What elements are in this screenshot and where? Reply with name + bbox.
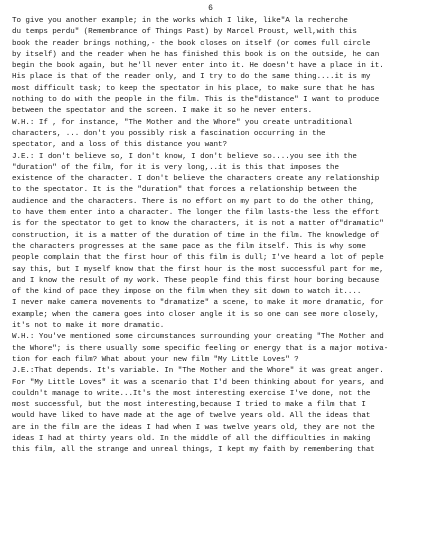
- text-line: du temps perdu" (Remembrance of Things Past) by Marcel Proust, well,with this: [12, 28, 357, 37]
- text-line: construction, it is a matter of the duration of time in the film. The knowledge of: [12, 231, 380, 240]
- text-line: book the reader brings nothing,- the book closes on itself (or comes full circle: [12, 39, 371, 48]
- text-line: most successful, but the most interesting,because I tried to make a film that I: [12, 401, 366, 410]
- text-line: spectator, and a loss of this distance you want?: [12, 141, 227, 150]
- text-line: and I know the result of my work. These people find this first hour boring because: [12, 276, 380, 285]
- text-line: J.E.: I don't believe so, I don't know, I don't believe so....you see ith the: [12, 152, 357, 161]
- text-line: audience and the characters. There is no effort on my part to do the other thing,: [12, 197, 375, 206]
- text-line: say this, but I myself know that the first hour is the most successful part for me,: [12, 265, 384, 274]
- text-line: of the kind of pace they impose on the film when they sit down to watch it....: [12, 288, 362, 297]
- text-line: to the spectator. It is the "duration" that forces a relationship between the: [12, 186, 357, 195]
- text-line: To give you another example; in the works which I like, like"A la recherche: [12, 17, 348, 25]
- text-line: begin the book again, but he'll never enter into it. He doesn't have a place in it.: [12, 62, 384, 71]
- text-line: is for the spectator to get to know the characters, it is not a matter of"dramatic": [12, 220, 384, 229]
- text-line: characters, ... don't you possibly risk a fascination occurring in the: [12, 129, 326, 138]
- text-line: the Whore"; is there usually some specific feeling or energy that is a major motiva-: [12, 344, 389, 353]
- text-line: tion for each film? What about your new film "My Little Loves" ?: [12, 355, 299, 364]
- text-line: couldn't manage to write...It's the most interesting exercise I've done, not the: [12, 389, 371, 398]
- text-line: W.H.: You've mentioned some circumstances surrounding your creating "The Mother and: [12, 333, 384, 342]
- text-line: most difficult task; to keep the spectator in his place, to make sure that he has: [12, 84, 375, 93]
- text-line: between the spectator and the screen. I make it so he never enters.: [12, 107, 313, 116]
- text-line: people complain that the first hour of this film is dull; I've heard a lot of peple: [12, 254, 384, 263]
- text-line: example; when the camera goes into closer angle it is so one can see more closely,: [12, 310, 380, 319]
- text-line: "duration" of the film, for it is very long,..it is this that imposes the: [12, 163, 339, 172]
- text-line: existence of the character. I don't believe the characters create any relationship: [12, 175, 380, 184]
- text-line: by itself) and the reader when he has finished this book is on the outside, he can: [12, 50, 380, 59]
- text-line: For "My Little Loves" it was a scenario that I'd been thinking about for years, and: [12, 378, 384, 387]
- text-line: I never make camera movements to "dramatize" a scene, to make it more dramatic, for: [12, 299, 384, 308]
- text-line: ideas I had at thirty years old. In the middle of all the difficulties in making: [12, 434, 371, 443]
- text-line: are in the film are the ideas I had when I was twelve years old, they are not the: [12, 423, 375, 432]
- text-line: this film, all the strange and unreal things, I kept my faith by remembering that: [12, 446, 375, 455]
- interview-text: [12, 16, 416, 457]
- text-line: nothing to do with the people in the film. This is the"distance" I want to produce: [12, 96, 380, 105]
- text-line: J.E.:That depends. It's variable. In "The Mother and the Whore" it was great anger.: [12, 367, 384, 376]
- text-line: His place is that of the reader only, and I try to do the same thing....it is my: [12, 73, 371, 82]
- page-number: 6: [208, 4, 213, 13]
- text-line: would have liked to have made at the age of twelve years old. All the ideas that: [12, 412, 371, 421]
- text-line: it's not to make it more dramatic.: [12, 322, 165, 331]
- text-line: W.H.: If , for instance, "The Mother and the Whore" you create untraditional: [12, 118, 353, 127]
- text-line: the characters progresses at the same pace as the film itself. This is why some: [12, 242, 366, 251]
- text-line: to have them enter into a character. The longer the film lasts-the less the effort: [12, 209, 380, 218]
